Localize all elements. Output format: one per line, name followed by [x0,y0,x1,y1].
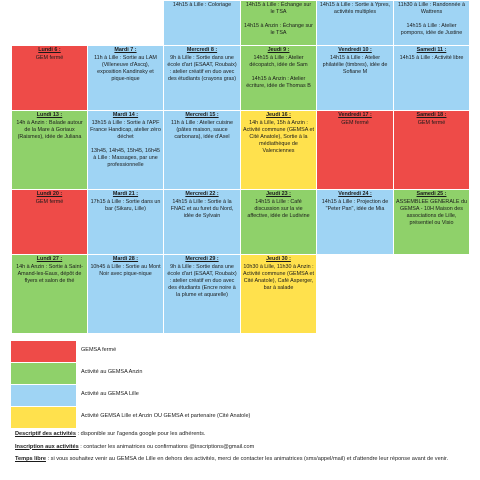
calendar-day-cell [317,190,394,255]
day-label: Lundi 6 : [38,47,61,53]
calendar-day-cell [241,255,317,334]
info-note [15,444,470,452]
legend-item [11,385,311,406]
calendar-body [12,1,470,334]
calendar-empty-cell [164,1,241,46]
day-label: Vendredi 10 : [338,47,372,53]
calendar-day-cell [164,46,241,111]
day-activities: 11h à Lille : Atelier cuisine (pâtes maison, sauce carbonara), idée d'Axel [171,120,233,140]
legend-item [11,407,311,428]
note-text: : contacter les animatrices ou confirmations @inscriptions@gmail.com [78,443,255,450]
day-activities: GEM fermé [35,199,64,205]
info-note [15,456,470,464]
day-label: Mercredi 15 : [185,112,219,118]
day-activities: 14h15 à Lille : Sortie à Ypres, activités multiples [319,2,391,15]
calendar-empty-cell [241,1,317,46]
day-label: Lundi 13 : [36,112,63,118]
day-activities: 10h45 à Lille : Sortie au Mont Noir avec pique-nique [90,264,161,277]
color-legend [11,341,311,429]
calendar-day-cell [394,111,470,190]
day-activities: 14h15 à Lille : Atelier philatélie (timbres), idée de Sofiane M [322,55,388,75]
day-label: Mardi 21 : [112,191,139,197]
legend-swatch [11,407,76,428]
calendar-day-cell [88,255,164,334]
legend-label: Activité GEMSA Lille et Anzin OU GEMSA et partenaire (Cité Anatole) [81,413,251,419]
day-label: Jeudi 9 : [267,47,290,53]
calendar-empty-cell [394,255,470,334]
day-label: Mercredi 29 : [185,256,219,262]
day-activities: 14h15 à Lille : Projection de "Peter Pan", idée de Mia [321,199,389,212]
legend-label: Activité au GEMSA Lille [81,391,139,397]
calendar-day-cell [164,190,241,255]
day-label: Jeudi 23 : [266,191,291,197]
day-activities: 14h15 à Lille : Café discussion sur la vie affective, idée de Ludivine [247,199,310,219]
day-label: Mercredi 8 : [186,47,218,53]
calendar-week-row [12,190,470,255]
note-title: Descriptif des activités [15,431,76,437]
day-label: Samedi 18 : [416,112,447,118]
calendar-week-row [12,111,470,190]
info-notes [15,431,470,469]
day-activities: 10h30 à Lille, 11h30 à Anzin : Activité commune (GEMSA et Cité Anatole), Café Asperger, bar à salade [243,264,314,291]
calendar-day-cell [12,255,88,334]
calendar-day-cell [88,190,164,255]
calendar-day-cell [317,111,394,190]
day-label: Jeudi 30 : [266,256,291,262]
day-activities: 14h15 à Lille : Échange sur le TSA 14h15 à Anzin : Échange sur le TSA [244,2,313,36]
day-label: Mardi 28 : [112,256,139,262]
calendar-day-cell [317,46,394,111]
day-label: Vendredi 17 : [338,112,372,118]
day-activities: 14h à Anzin : Sortie à Saint-Amand-les-Eaux, dépôt de flyers et salon de thé [16,264,83,284]
calendar-week-row [12,255,470,334]
calendar-empty-cell [394,1,470,46]
calendar-day-cell [12,190,88,255]
calendar-empty-cell [12,1,88,46]
day-activities: 14h15 à Lille : Activité libre [399,55,464,61]
calendar-empty-cell [88,1,164,46]
day-activities: 14h15 à Lille : Sortie à la FNAC et au furet du Nord, idée de Sylvain [170,199,234,219]
legend-swatch [11,341,76,362]
day-activities: GEM fermé [417,120,446,126]
legend-item [11,363,311,384]
legend-swatch [11,385,76,406]
day-activities: 11h30 à Lille : Randonnée à Wattrens 14h15 à Lille : Atelier pompons, idée de Justine [397,2,466,36]
calendar-week-row [12,46,470,111]
day-activities: 9h à Lille : Sortie dans une école d'art (ESAAT, Roubaix) : atelier créatif en duo avec des étudiants (Encre noire à la plume et aquarelle) [167,264,237,298]
calendar-day-cell [241,46,317,111]
legend-label: GEMSA fermé [81,347,117,353]
calendar-day-cell [394,190,470,255]
calendar-day-cell [394,46,470,111]
calendar-day-cell [164,111,241,190]
day-activities: 14h15 à Lille : Coloriage [172,2,232,8]
day-label: Mardi 7 : [114,47,137,53]
calendar-day-cell [12,46,88,111]
note-title: Temps libre [15,456,46,462]
calendar-week-row [12,1,470,46]
day-label: Mercredi 22 : [185,191,219,197]
note-text: : disponible sur l'agenda google pour les adhérents. [75,431,206,437]
day-label: Mardi 14 : [112,112,139,118]
calendar-day-cell [88,111,164,190]
day-activities: 14h15 à Lille : Atelier décopatch, idée de Sam 14h15 à Anzin : Atelier écriture, idée de Thomas B [246,55,311,89]
day-activities: ASSEMBLEE GENERALE du GEMSA - 10H Maison des associations de Lille, présentiel ou Visio [396,199,468,226]
calendar-day-cell [241,190,317,255]
day-activities: 17h15 à Lille : Sortie dans un bar (Sikaru, Lille) [90,199,161,212]
day-activities: 9h à Lille : Sortie dans une école d'art (ESAAT, Roubaix) : atelier créatif en duo avec des étudiants (crayons gras) [167,55,237,82]
day-label: Jeudi 16 : [266,112,291,118]
legend-swatch [11,363,76,384]
note-text: : si vous souhaitez venir au GEMSA de Lille en dehors des activités, merci de contacter les animatrices (sms/appel/mail) et d'attendre leur réponse avant de venir. [45,456,449,462]
day-label: Vendredi 24 : [338,191,372,197]
calendar-day-cell [164,255,241,334]
legend-item [11,341,311,362]
info-note [15,431,470,439]
day-activities: GEM fermé [35,55,64,61]
calendar-table [11,0,470,334]
calendar-day-cell [12,111,88,190]
day-label: Samedi 25 : [416,191,447,197]
calendar-day-cell [88,46,164,111]
day-label: Lundi 20 : [36,191,63,197]
calendar-day-cell [241,111,317,190]
day-activities: GEM fermé [341,120,369,126]
note-title: Inscription aux activités [15,443,79,450]
day-activities: 14h à Anzin : Balade autour de la Mare à Goriaux (Raismes), idée de Juliana [16,120,83,140]
calendar-empty-cell [317,255,394,334]
legend-label: Activité au GEMSA Anzin [81,369,143,375]
day-activities: 14h à Lille, 15h à Anzin : Activité commune (GEMSA et Cité Anatole), Sortie à la médiathèque de Valenciennes [243,120,314,154]
calendar-empty-cell [317,1,394,46]
day-label: Samedi 11 : [416,47,447,53]
day-activities: 13h15 à Lille : Sortie à l'APF France Handicap, atelier zéro déchet 13h45, 14h45, 15h45, 16h45 à Lille : Massages, par une professionnelle [90,120,161,168]
day-activities: 11h à Lille : Sortie au LAM (Villeneuve d'Ascq), exposition Kandinsky et pique-nique [94,55,157,82]
day-label: Lundi 27 : [36,256,63,262]
